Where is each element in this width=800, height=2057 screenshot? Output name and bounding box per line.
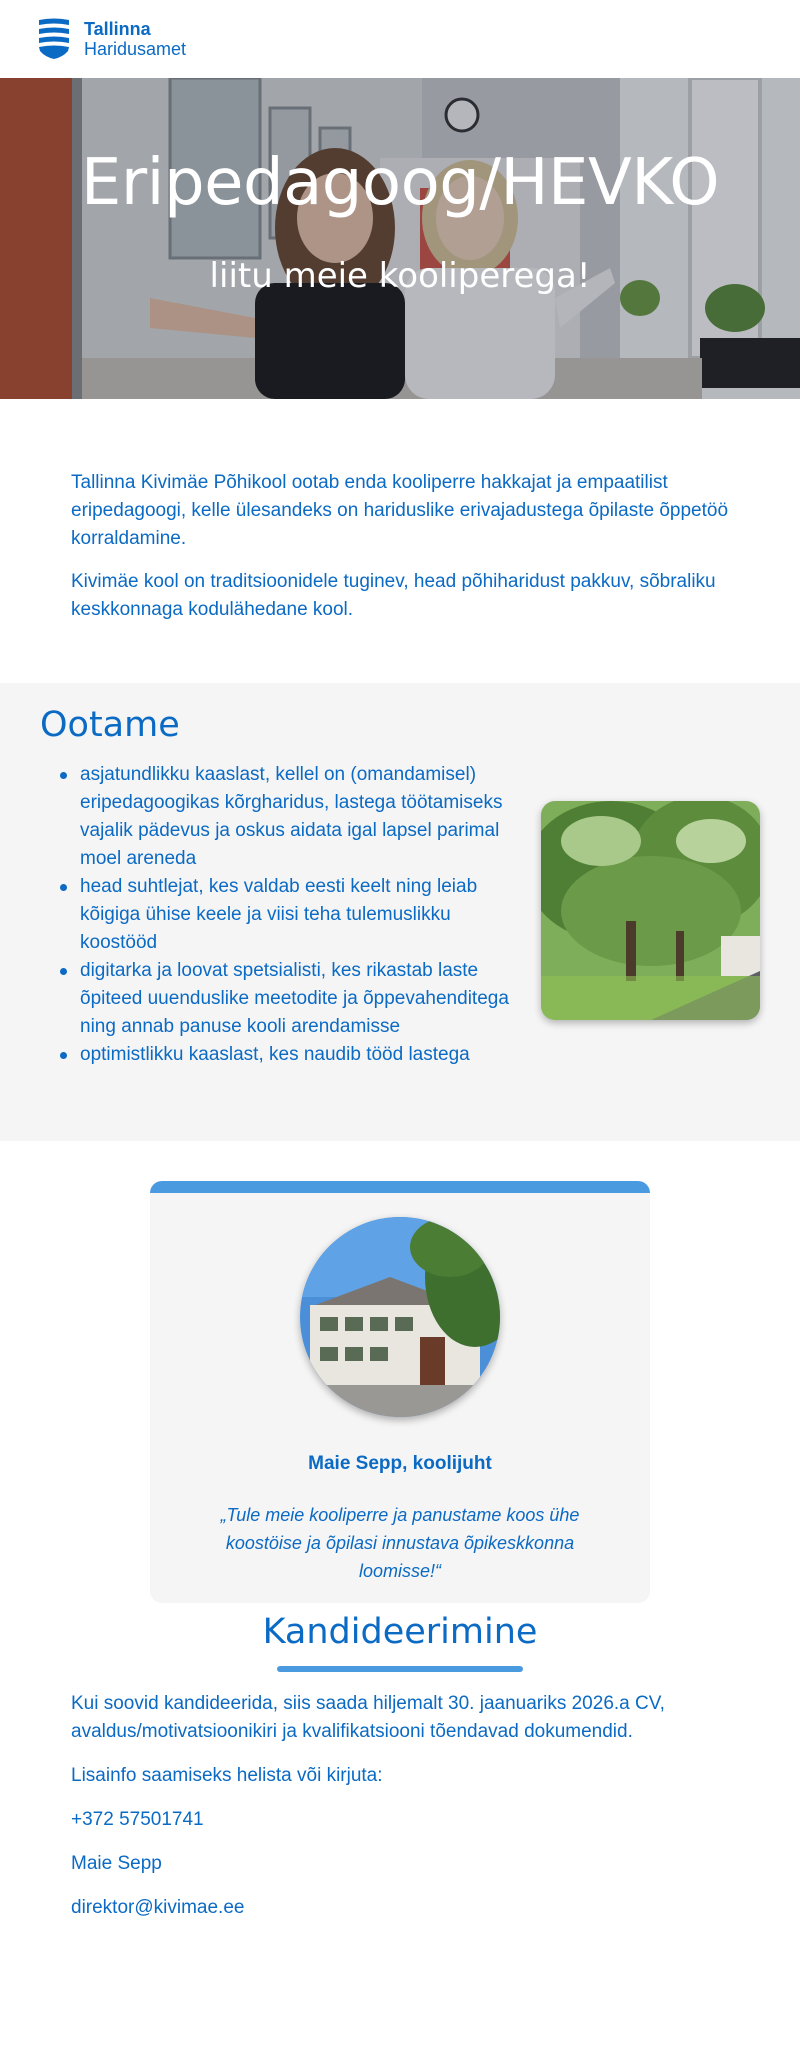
- list-item: digitarka ja loovat spetsialisti, kes rikastab laste õpiteed uuenduslike meetodite ja õppevahenditega ning annab panuse kooli arendamisse: [40, 957, 510, 1041]
- apply-paragraph-2: Lisainfo saamiseks helista või kirjuta:: [71, 1765, 383, 1786]
- intro-paragraph-2: Kivimäe kool on traditsioonidele tuginev, head põhiharidust pakkuv, sõbraliku keskkonnaga kodulähedane kool.: [71, 571, 716, 620]
- apply-title: Kandideerimine: [262, 1612, 538, 1652]
- hero-subtitle: liitu meie kooliperega!: [209, 256, 591, 296]
- quote-section: [0, 1141, 800, 1612]
- quote-text: „Tule meie kooliperre ja panustame koos ühe koostöise ja õpilasi innustava õpikeskkonna loomisse!“: [220, 1505, 580, 1581]
- quote-author: Maie Sepp, koolijuht: [308, 1453, 492, 1474]
- contact-name: Maie Sepp: [71, 1853, 162, 1874]
- title-underline: [277, 1666, 523, 1672]
- tree-photo-image: [541, 801, 760, 1020]
- intro-section: [0, 399, 800, 683]
- tallinn-crest-icon: [38, 18, 70, 60]
- hero-title: Eripedagoog/HEVKO: [80, 146, 720, 220]
- email-link[interactable]: direktor@kivimae.ee: [71, 1897, 245, 1918]
- list-item: head suhtlejat, kes valdab eesti keelt ning leiab kõigiga ühise keele ja viisi teha tulemuslikku koostööd: [40, 873, 510, 957]
- tallinn-logo[interactable]: [38, 18, 186, 60]
- school-garden-photo: [541, 801, 760, 1020]
- apply-section: [0, 1612, 800, 1922]
- intro-paragraph-1: Tallinna Kivimäe Põhikool ootab enda kooliperre hakkajat ja empaatilist eripedagoogi, kelle ülesandeks on hariduslike erivajadustega õpilaste õppetöö korraldamine.: [71, 472, 729, 549]
- phone-link[interactable]: +372 57501741: [71, 1809, 204, 1830]
- apply-paragraph-1: Kui soovid kandideerida, siis saada hiljemalt 30. jaanuariks 2026.a CV, avaldus/motivatsioonikiri ja kvalifikatsiooni tõendavad dokumendid.: [71, 1693, 665, 1742]
- requirements-list: [40, 761, 510, 1069]
- list-item: optimistlikku kaaslast, kes naudib tööd lastega: [40, 1041, 510, 1069]
- building-photo-image: [300, 1217, 500, 1417]
- logo-text: [84, 19, 186, 59]
- ootame-section: [0, 683, 800, 1141]
- logo-line-2: Haridusamet: [84, 39, 187, 59]
- hero-banner: [0, 78, 800, 399]
- quote-card: [150, 1181, 650, 1603]
- hero-overlay: [0, 78, 800, 399]
- logo-line-1: Tallinna: [84, 19, 151, 39]
- school-building-photo: [300, 1217, 500, 1417]
- ootame-title: Ootame: [40, 705, 180, 745]
- list-item: asjatundlikku kaaslast, kellel on (omandamisel) eripedagoogikas kõrgharidus, lastega töötamiseks vajalik pädevus ja oskus aidata igal lapsel parimal moel areneda: [40, 761, 510, 873]
- site-header: [0, 0, 800, 78]
